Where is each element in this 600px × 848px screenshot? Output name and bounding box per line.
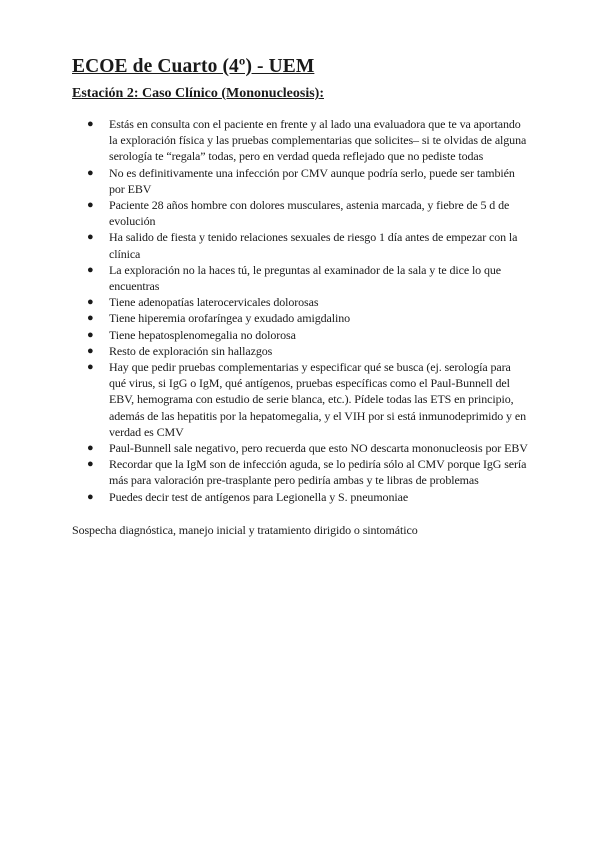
bullet-text: La exploración no la haces tú, le preguntas al examinador de la sala y te dice lo que encuentras bbox=[109, 262, 502, 294]
bullet-text: Paul-Bunnell sale negativo, pero recuerda que esto NO descarta mononucleosis por EBV bbox=[109, 441, 528, 456]
bullet-item bbox=[87, 197, 530, 229]
bullet-dot-icon: ● bbox=[87, 344, 94, 357]
bullet-text: Estás en consulta con el paciente en frente y al lado una evaluadora que te va aportando la exploración física y las pruebas complementarias que solicites– si te olvidas de alguna serología te “regala” todas, pero en verdad queda reflejado que no pediste todas bbox=[109, 117, 527, 164]
bullet-text: Ha salido de fiesta y tenido relaciones sexuales de riesgo 1 día antes de empezar con la clínica bbox=[109, 230, 518, 261]
bullet-text: Recordar que la IgM son de infección aguda, se lo pediría sólo al CMV porque IgG sería más para valoración pre-trasplante pero pediría ambas y te libras de problemas bbox=[109, 457, 527, 488]
bullet-item bbox=[87, 440, 530, 456]
bullet-text: Tiene adenopatías laterocervicales dolorosas bbox=[109, 295, 319, 310]
station-heading: Estación 2: Caso Clínico (Mononucleosis): bbox=[72, 86, 324, 101]
bullet-item bbox=[87, 310, 530, 326]
bullet-item bbox=[87, 343, 530, 359]
bullet-dot-icon: ● bbox=[87, 199, 94, 212]
bullet-item bbox=[87, 456, 530, 488]
bullet-dot-icon: ● bbox=[87, 296, 94, 309]
bullet-item bbox=[87, 294, 530, 310]
bullet-item bbox=[87, 262, 530, 294]
document-title: ECOE de Cuarto (4º) - UEM bbox=[72, 56, 315, 77]
bullet-dot-icon: ● bbox=[87, 490, 94, 503]
bullet-dot-icon: ● bbox=[87, 312, 94, 325]
closing-paragraph: Sospecha diagnóstica, manejo inicial y tratamiento dirigido o sintomático bbox=[72, 522, 418, 537]
bullet-item bbox=[87, 116, 530, 165]
bullet-text: Hay que pedir pruebas complementarias y especificar qué se busca (ej. serología para qué virus, si IgG o IgM, qué antígenos, pruebas específicas como el Paul-Bunnell del EBV, hemograma con estudio de serie blanca, etc.). Pídele todas las ETS en principio, además de las hepatitis por la hepatomegalia, y el VIH por si está inmunodeprimido y en verdad es CMV bbox=[109, 360, 526, 439]
bullet-dot-icon: ● bbox=[87, 231, 94, 244]
bullet-text: Resto de exploración sin hallazgos bbox=[109, 343, 273, 358]
bullet-dot-icon: ● bbox=[87, 442, 94, 455]
bullet-item bbox=[87, 359, 530, 440]
bullet-dot-icon: ● bbox=[87, 166, 94, 179]
bullet-text: No es definitivamente una infección por CMV aunque podría serlo, puede ser también por EBV bbox=[109, 165, 515, 196]
bullet-item bbox=[87, 489, 530, 505]
bullet-item bbox=[87, 327, 530, 343]
bullet-text: Tiene hiperemia orofaríngea y exudado amigdalino bbox=[109, 311, 351, 326]
bullet-item bbox=[87, 229, 530, 261]
bullet-dot-icon: ● bbox=[87, 328, 94, 341]
bullet-dot-icon: ● bbox=[87, 263, 94, 276]
bullet-item bbox=[87, 165, 530, 197]
bullet-dot-icon: ● bbox=[87, 361, 94, 374]
bullet-list bbox=[72, 116, 530, 505]
bullet-dot-icon: ● bbox=[87, 458, 94, 471]
bullet-dot-icon: ● bbox=[87, 118, 94, 130]
bullet-text: Tiene hepatosplenomegalia no dolorosa bbox=[109, 327, 296, 342]
bullet-text: Paciente 28 años hombre con dolores musculares, astenia marcada, y fiebre de 5 d de evolución bbox=[109, 198, 510, 229]
bullet-text: Puedes decir test de antígenos para Legionella y S. pneumoniae bbox=[109, 489, 409, 504]
